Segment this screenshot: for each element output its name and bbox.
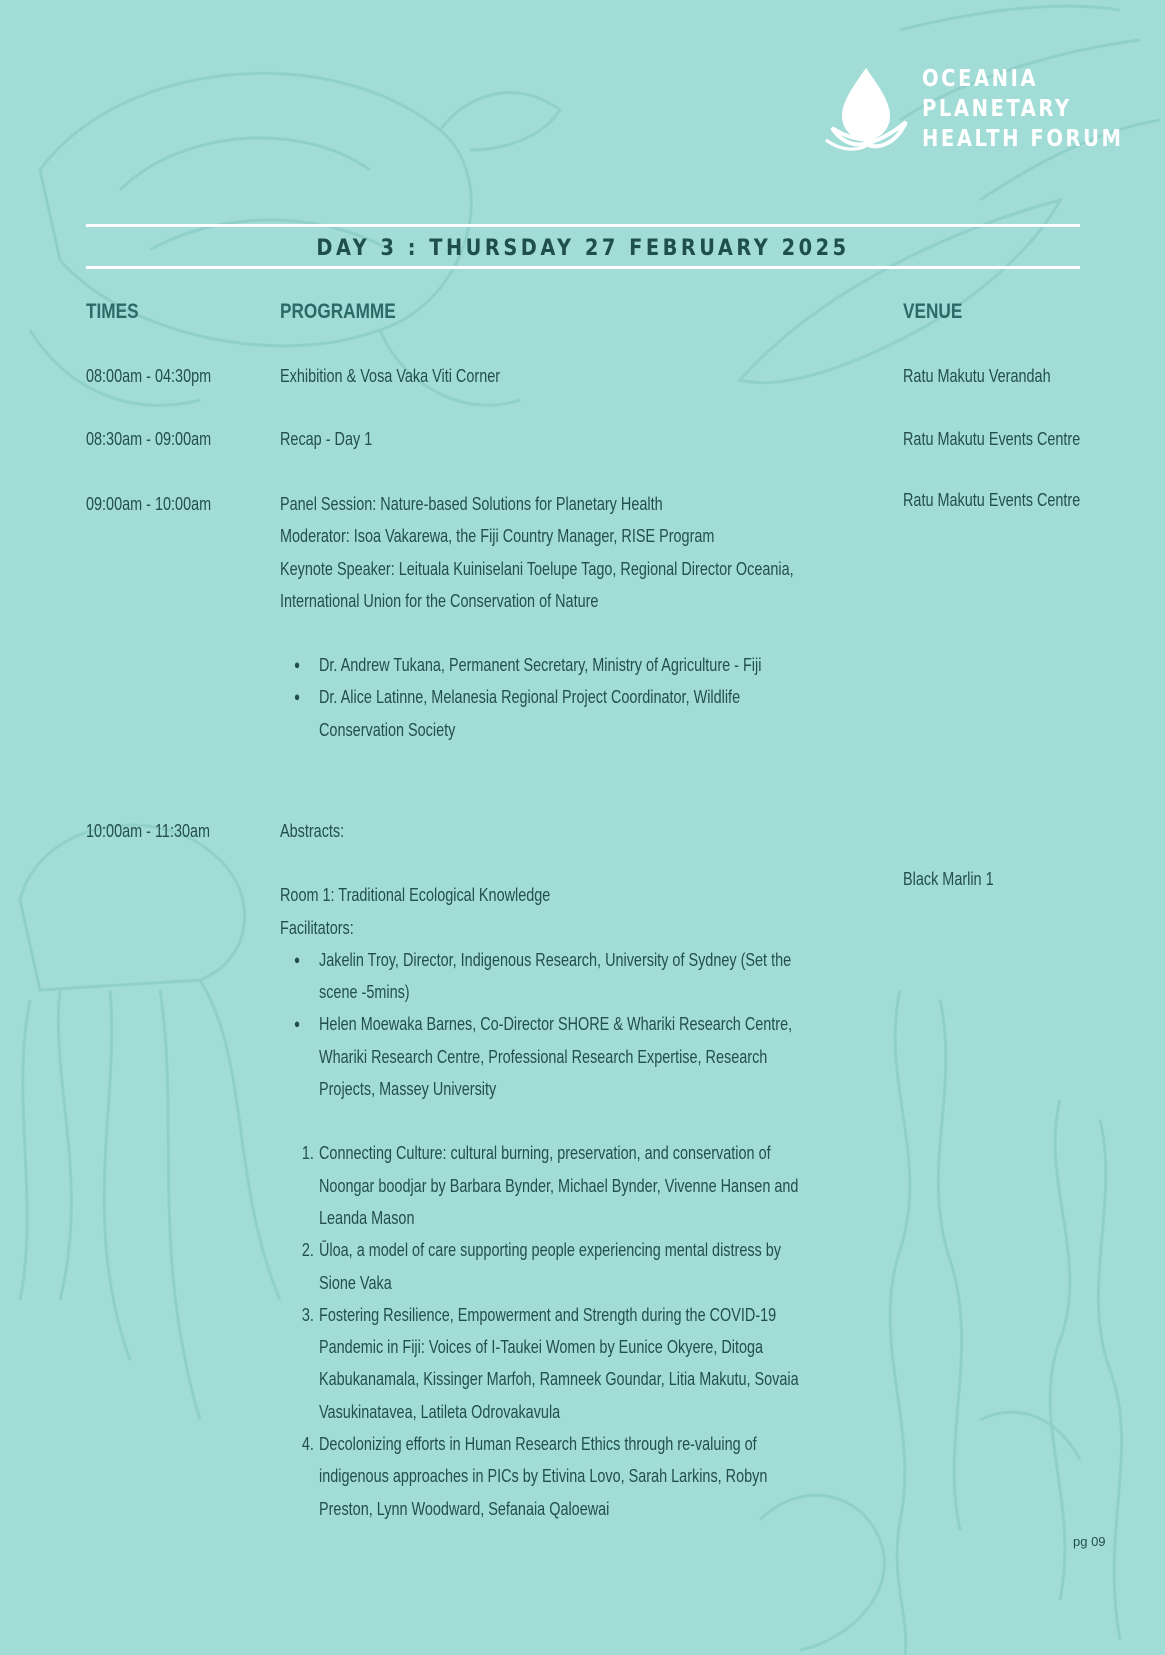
list-item	[280, 1234, 857, 1299]
session-4-programme	[280, 815, 857, 1525]
top-rule	[86, 224, 1080, 227]
session-4-venue: Black Marlin 1	[903, 868, 994, 889]
panelist-1-line-1: ● Dr. Andrew Tukana, Permanent Secretary, Ministry of Agriculture - Fiji	[319, 654, 762, 676]
wordmark-line-3: HEALTH FORUM	[922, 126, 1124, 152]
page-number: pg 09	[1073, 1534, 1106, 1549]
abstract-1-line-2: Noongar boodjar by Barbara Bynder, Michael Bynder, Vivenne Hansen and	[319, 1174, 799, 1196]
wordmark-line-1: OCEANIA	[922, 66, 1039, 92]
day-title: DAY 3 : THURSDAY 27 FEBRUARY 2025	[316, 236, 850, 261]
facilitator-2-line-2: Whariki Research Centre, Professional Research Expertise, Research	[319, 1045, 768, 1067]
wordmark-line-2: PLANETARY	[922, 96, 1072, 122]
facilitator-2-line-3: Projects, Massey University	[319, 1078, 497, 1100]
list-item	[280, 649, 857, 681]
session-2-programme: Recap - Day 1	[280, 428, 373, 449]
list-item	[280, 1428, 857, 1525]
column-header-times: TIMES	[86, 300, 139, 323]
abstract-2-line-1: Ūloa, a model of care supporting people experiencing mental distress by	[319, 1239, 782, 1261]
abstract-4-line-3: Preston, Lynn Woodward, Sefanaia Qaloewai	[319, 1497, 610, 1519]
session-3-time: 09:00am - 10:00am	[86, 493, 212, 514]
facilitator-list	[280, 944, 857, 1105]
session-2-time: 08:30am - 09:00am	[86, 428, 212, 449]
abstract-1-number: 1.	[301, 1142, 314, 1164]
abstract-3-line-2: Pandemic in Fiji: Voices of I-Taukei Women by Eunice Okyere, Ditoga	[319, 1336, 764, 1358]
facilitator-2-line-1: ● Helen Moewaka Barnes, Co-Director SHORE & Whariki Research Centre,	[319, 1013, 793, 1035]
facilitators-label: Facilitators:	[280, 916, 354, 938]
abstract-4-number: 4.	[301, 1433, 314, 1455]
panel-title: Panel Session: Nature-based Solutions for Planetary Health	[280, 493, 663, 514]
panel-keynote: Keynote Speaker: Leituala Kuiniselani Toelupe Tago, Regional Director Oceania,	[280, 557, 794, 579]
drop-leaf-logo-icon	[822, 66, 910, 152]
bottom-rule	[86, 266, 1080, 269]
session-3-venue: Ratu Makutu Events Centre	[903, 489, 1081, 510]
session-1-programme: Exhibition & Vosa Vaka Viti Corner	[280, 365, 501, 386]
abstract-4-line-2: indigenous approaches in PICs by Etivina Lovo, Sarah Larkins, Robyn	[319, 1465, 768, 1487]
panel-moderator: Moderator: Isoa Vakarewa, the Fiji Country Manager, RISE Program	[280, 525, 715, 547]
session-1-venue: Ratu Makutu Verandah	[903, 365, 1051, 386]
abstract-2-number: 2.	[301, 1239, 314, 1261]
list-item	[280, 1008, 857, 1105]
session-4-time: 10:00am - 11:30am	[86, 820, 211, 841]
abstract-4-line-1: Decolonizing efforts in Human Research Ethics through re-valuing of	[319, 1433, 757, 1455]
abstract-3-line-1: Fostering Resilience, Empowerment and Strength during the COVID-19	[319, 1303, 777, 1325]
abstract-2-line-2: Sione Vaka	[319, 1271, 392, 1293]
list-item	[280, 1137, 857, 1234]
facilitator-1-line-2: scene -5mins)	[319, 981, 410, 1003]
abstract-list	[280, 1137, 857, 1525]
list-item	[280, 681, 857, 746]
abstract-3-line-4: Vasukinatavea, Latileta Odrovakavula	[319, 1400, 561, 1422]
panelist-2-line-2: Conservation Society	[319, 718, 456, 740]
list-item	[280, 1299, 857, 1428]
session-1-time: 08:00am - 04:30pm	[86, 365, 212, 386]
panelist-list	[280, 649, 857, 746]
panelist-2-line-1: ● Dr. Alice Latinne, Melanesia Regional Project Coordinator, Wildlife	[319, 686, 741, 708]
list-item	[280, 944, 857, 1009]
column-header-programme: PROGRAMME	[280, 300, 396, 323]
abstracts-heading: Abstracts:	[280, 820, 345, 841]
session-3-programme	[280, 488, 857, 746]
abstract-3-line-3: Kabukanamala, Kissinger Marfoh, Ramneek Goundar, Litia Makutu, Sovaia	[319, 1368, 799, 1390]
session-2-venue: Ratu Makutu Events Centre	[903, 428, 1081, 449]
forum-wordmark	[922, 64, 1124, 154]
panel-keynote-cont: International Union for the Conservation of Nature	[280, 589, 599, 611]
abstract-1-line-1: Connecting Culture: cultural burning, preservation, and conservation of	[319, 1142, 771, 1164]
abstract-1-line-3: Leanda Mason	[319, 1206, 415, 1228]
facilitator-1-line-1: ● Jakelin Troy, Director, Indigenous Research, University of Sydney (Set the	[319, 948, 792, 970]
abstract-3-number: 3.	[301, 1303, 314, 1325]
room-title: Room 1: Traditional Ecological Knowledge	[280, 884, 551, 906]
forum-logo	[822, 64, 1124, 154]
column-header-venue: VENUE	[903, 300, 963, 323]
